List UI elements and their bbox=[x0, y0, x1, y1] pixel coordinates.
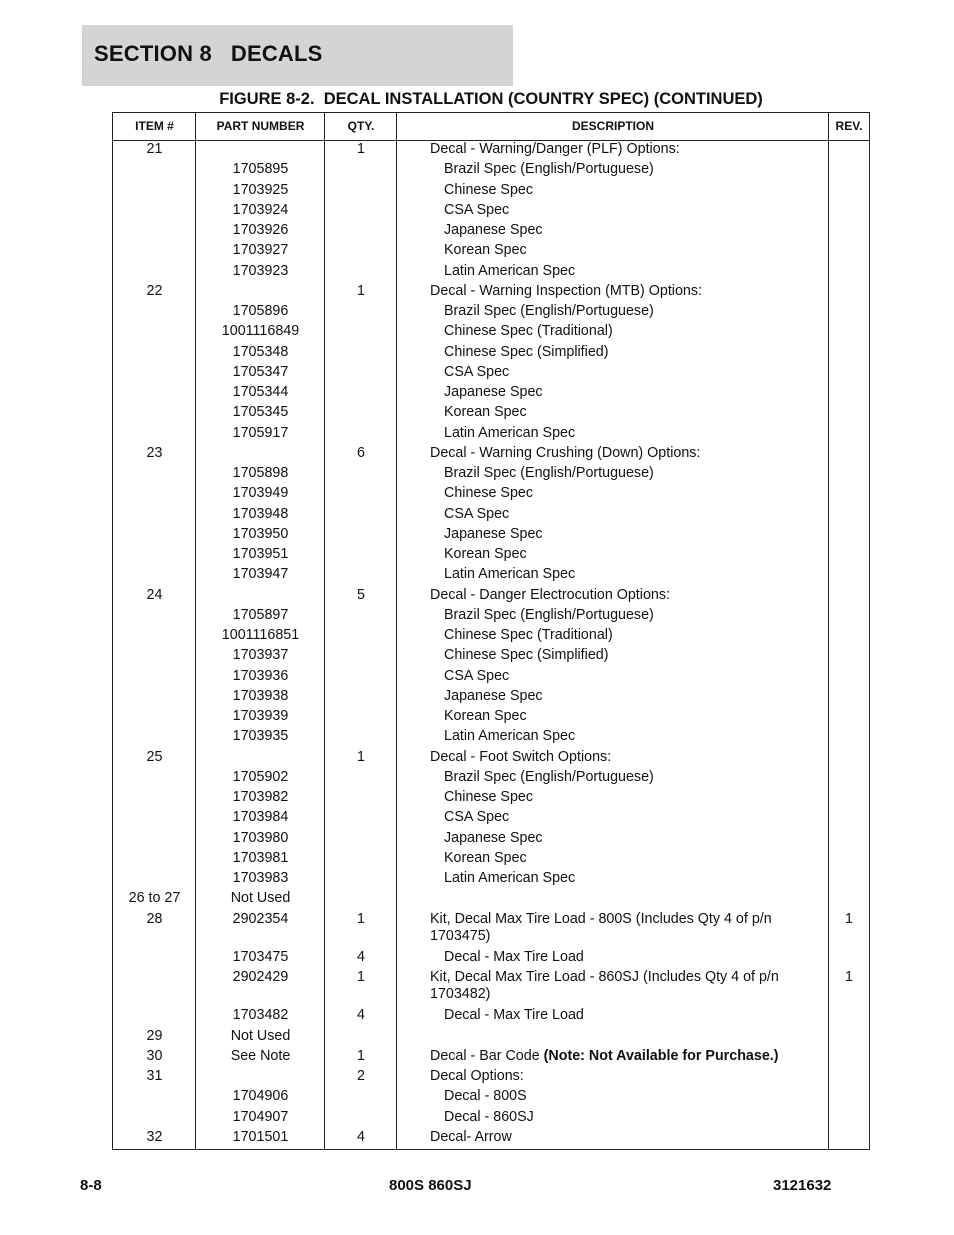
part-number-cell: 1703937 bbox=[232, 647, 289, 664]
header-description: DESCRIPTION bbox=[571, 119, 654, 133]
description-text: Korean Spec bbox=[444, 849, 527, 866]
description-text: Decal - Warning/Danger (PLF) Options: bbox=[430, 141, 680, 157]
part-number-cell: 1703949 bbox=[232, 485, 289, 502]
description-text: Korean Spec bbox=[444, 708, 527, 724]
description-cell bbox=[444, 222, 830, 239]
description-cell bbox=[430, 1068, 830, 1085]
description-cell bbox=[444, 627, 830, 644]
parts-table bbox=[112, 112, 870, 1150]
description-cell bbox=[430, 969, 830, 1003]
description-cell bbox=[444, 949, 830, 966]
description-cell bbox=[444, 404, 830, 421]
description-text: Chinese Spec (Simplified) bbox=[444, 343, 609, 360]
part-number-cell: 1705895 bbox=[232, 161, 289, 178]
description-cell bbox=[444, 202, 830, 219]
description-text: Decal - Danger Electrocution Options: bbox=[430, 586, 670, 603]
description-cell bbox=[444, 688, 830, 705]
description-cell bbox=[444, 850, 830, 867]
footer-page-number: 8-8 bbox=[80, 1177, 102, 1194]
description-text: Decal - Warning Inspection (MTB) Options: bbox=[430, 282, 702, 299]
part-number-cell: See Note bbox=[230, 1047, 291, 1064]
description-text: Decal- Arrow bbox=[430, 1128, 512, 1145]
part-number-cell: 1703936 bbox=[232, 667, 289, 684]
item-number-cell: 21 bbox=[146, 141, 163, 157]
part-number-cell: 1705347 bbox=[232, 363, 289, 380]
description-text: Latin American Spec bbox=[444, 262, 576, 279]
part-number-cell: 1703950 bbox=[232, 525, 289, 542]
description-cell bbox=[444, 647, 830, 664]
item-number-cell: 24 bbox=[146, 586, 163, 603]
description-text: Decal - Foot Switch Options: bbox=[430, 748, 612, 765]
description-cell bbox=[430, 749, 830, 766]
item-number-cell: 30 bbox=[146, 1047, 163, 1064]
header-part-number: PART NUMBER bbox=[216, 119, 305, 133]
item-number-cell: 22 bbox=[146, 282, 163, 299]
part-number-cell: 1705345 bbox=[232, 404, 289, 421]
part-number-cell: 1704906 bbox=[232, 1088, 289, 1105]
description-cell bbox=[430, 587, 830, 604]
part-number-cell: 1703983 bbox=[232, 870, 289, 886]
item-number-cell: 31 bbox=[146, 1068, 163, 1084]
part-number-cell: 1703948 bbox=[232, 505, 289, 522]
part-number-cell: 2902354 bbox=[232, 910, 289, 927]
description-text: Decal - Warning Crushing (Down) Options: bbox=[430, 444, 701, 461]
description-cell bbox=[444, 182, 830, 199]
part-number-cell: 2902429 bbox=[232, 969, 289, 985]
description-cell bbox=[444, 1007, 830, 1024]
section-title: SECTION 8 DECALS bbox=[94, 41, 323, 66]
description-cell bbox=[430, 141, 830, 158]
part-number-cell: 1705348 bbox=[232, 343, 289, 360]
description-cell bbox=[444, 809, 830, 826]
description-text: Chinese Spec bbox=[444, 181, 534, 198]
description-cell bbox=[444, 668, 830, 685]
column-divider bbox=[396, 113, 397, 1149]
description-text: Decal - Max Tire Load bbox=[444, 948, 584, 965]
description-cell bbox=[444, 566, 830, 583]
description-cell bbox=[444, 485, 830, 502]
description-cell bbox=[444, 384, 830, 401]
header-qty: QTY. bbox=[347, 119, 375, 133]
qty-cell: 6 bbox=[357, 444, 365, 461]
description-text: Latin American Spec bbox=[444, 424, 576, 441]
description-text: Latin American Spec bbox=[444, 870, 576, 886]
description-cell bbox=[444, 242, 830, 259]
part-number-cell: 1001116849 bbox=[221, 323, 300, 340]
part-number-cell: 1703482 bbox=[232, 1007, 289, 1024]
part-number-cell: 1703926 bbox=[232, 222, 289, 238]
part-number-cell: 1705896 bbox=[232, 303, 289, 319]
description-text: Japanese Spec bbox=[444, 384, 543, 400]
description-text: Decal - Bar Code bbox=[430, 1047, 544, 1064]
qty-cell: 1 bbox=[357, 748, 365, 765]
description-text: Chinese Spec (Traditional) bbox=[444, 627, 613, 643]
part-number-cell: 1703935 bbox=[232, 728, 289, 745]
part-number-cell: 1705897 bbox=[232, 606, 289, 623]
description-cell bbox=[444, 546, 830, 563]
description-text: Brazil Spec (English/Portuguese) bbox=[444, 768, 654, 785]
part-number-cell: 1703939 bbox=[232, 708, 289, 724]
qty-cell: 1 bbox=[357, 141, 365, 157]
description-cell bbox=[444, 506, 830, 523]
description-text: Brazil Spec (English/Portuguese) bbox=[444, 303, 654, 319]
description-cell bbox=[444, 769, 830, 786]
footer-model: 800S 860SJ bbox=[389, 1177, 472, 1194]
part-number-cell: Not Used bbox=[230, 890, 291, 907]
description-cell bbox=[444, 728, 830, 745]
description-cell bbox=[444, 161, 830, 178]
description-text: Decal - 800S bbox=[444, 1088, 527, 1105]
description-text: CSA Spec bbox=[444, 201, 510, 218]
qty-cell: 1 bbox=[357, 1047, 365, 1064]
part-number-cell: 1704907 bbox=[232, 1108, 289, 1125]
item-number-cell: 23 bbox=[146, 444, 163, 461]
part-number-cell: 1705917 bbox=[232, 424, 289, 441]
description-cell bbox=[444, 303, 830, 320]
part-number-cell: 1703980 bbox=[232, 829, 289, 846]
part-number-cell: 1703927 bbox=[232, 242, 289, 259]
rev-cell: 1 bbox=[845, 969, 853, 985]
item-number-cell: 32 bbox=[146, 1128, 163, 1145]
figure-title: FIGURE 8-2. DECAL INSTALLATION (COUNTRY SPEC) (CONTINUED) bbox=[219, 90, 763, 108]
description-note: (Note: Not Available for Purchase.) bbox=[543, 1047, 779, 1064]
description-cell bbox=[444, 1109, 830, 1126]
description-text: Korean Spec bbox=[444, 242, 527, 259]
part-number-cell: 1705344 bbox=[232, 384, 289, 400]
description-cell bbox=[444, 830, 830, 847]
qty-cell: 5 bbox=[357, 586, 365, 603]
part-number-cell: Not Used bbox=[230, 1027, 291, 1044]
description-text: Japanese Spec bbox=[444, 687, 543, 704]
description-cell bbox=[444, 708, 830, 725]
item-number-cell: 28 bbox=[146, 910, 163, 927]
description-cell bbox=[444, 526, 830, 543]
description-text: Latin American Spec bbox=[444, 566, 576, 583]
part-number-cell: 1703951 bbox=[232, 546, 289, 562]
description-cell bbox=[430, 283, 830, 300]
description-text: CSA Spec bbox=[444, 363, 510, 380]
description-text: Chinese Spec (Traditional) bbox=[444, 323, 613, 340]
description-cell bbox=[444, 364, 830, 381]
description-text: Brazil Spec (English/Portuguese) bbox=[444, 465, 654, 481]
qty-cell: 1 bbox=[357, 969, 365, 985]
description-text: Japanese Spec bbox=[444, 222, 543, 238]
description-text: Korean Spec bbox=[444, 546, 527, 562]
description-cell bbox=[444, 263, 830, 280]
description-text: CSA Spec bbox=[444, 505, 510, 522]
part-number-cell: 1703924 bbox=[232, 201, 289, 218]
part-number-cell: 1701501 bbox=[232, 1128, 289, 1145]
description-text: Kit, Decal Max Tire Load - 860SJ (Includes Qty 4 of p/n 1703482) bbox=[430, 969, 779, 1002]
description-cell bbox=[444, 1088, 830, 1105]
description-text: Chinese Spec bbox=[444, 789, 534, 805]
description-text: Kit, Decal Max Tire Load - 800S (Includes Qty 4 of p/n 1703475) bbox=[430, 910, 772, 944]
description-cell bbox=[444, 789, 830, 806]
description-text: Brazil Spec (English/Portuguese) bbox=[444, 606, 654, 623]
part-number-cell: 1703475 bbox=[232, 948, 289, 965]
description-cell bbox=[430, 1129, 830, 1146]
description-cell bbox=[444, 870, 830, 887]
part-number-cell: 1705898 bbox=[232, 465, 289, 481]
description-cell bbox=[430, 911, 830, 945]
qty-cell: 1 bbox=[357, 910, 365, 927]
part-number-cell: 1705902 bbox=[232, 768, 289, 785]
footer-doc-number: 3121632 bbox=[773, 1177, 832, 1194]
part-number-cell: 1703981 bbox=[232, 849, 289, 866]
description-text: Decal - 860SJ bbox=[444, 1108, 534, 1125]
description-text: Japanese Spec bbox=[444, 525, 543, 542]
part-number-cell: 1703947 bbox=[232, 566, 289, 583]
description-cell bbox=[444, 425, 830, 442]
description-text: CSA Spec bbox=[444, 667, 510, 684]
qty-cell: 4 bbox=[357, 948, 365, 965]
item-number-cell: 26 to 27 bbox=[128, 890, 181, 907]
description-text: Brazil Spec (English/Portuguese) bbox=[444, 161, 654, 178]
part-number-cell: 1703982 bbox=[232, 789, 289, 805]
description-text: Latin American Spec bbox=[444, 728, 576, 745]
description-cell bbox=[444, 344, 830, 361]
description-text: Chinese Spec (Simplified) bbox=[444, 647, 609, 664]
description-cell bbox=[444, 465, 830, 482]
item-number-cell: 25 bbox=[146, 748, 163, 765]
description-cell bbox=[444, 607, 830, 624]
description-text: Decal - Max Tire Load bbox=[444, 1007, 584, 1024]
header-rev: REV. bbox=[835, 119, 863, 133]
qty-cell: 2 bbox=[357, 1068, 365, 1084]
description-cell bbox=[444, 323, 830, 340]
part-number-cell: 1001116851 bbox=[221, 627, 300, 643]
part-number-cell: 1703925 bbox=[232, 181, 289, 198]
part-number-cell: 1703923 bbox=[232, 262, 289, 279]
description-cell bbox=[430, 445, 830, 462]
qty-cell: 4 bbox=[357, 1007, 365, 1024]
qty-cell: 4 bbox=[357, 1128, 365, 1145]
qty-cell: 1 bbox=[357, 282, 365, 299]
description-text: Korean Spec bbox=[444, 404, 527, 421]
description-text: Japanese Spec bbox=[444, 829, 543, 846]
description-text: Decal Options: bbox=[430, 1068, 524, 1084]
description-cell bbox=[430, 1048, 830, 1065]
header-item: ITEM # bbox=[135, 119, 174, 133]
part-number-cell: 1703984 bbox=[232, 809, 289, 826]
part-number-cell: 1703938 bbox=[232, 687, 289, 704]
description-text: CSA Spec bbox=[444, 809, 510, 826]
description-text: Chinese Spec bbox=[444, 485, 534, 502]
rev-cell: 1 bbox=[845, 910, 853, 927]
item-number-cell: 29 bbox=[146, 1027, 163, 1044]
